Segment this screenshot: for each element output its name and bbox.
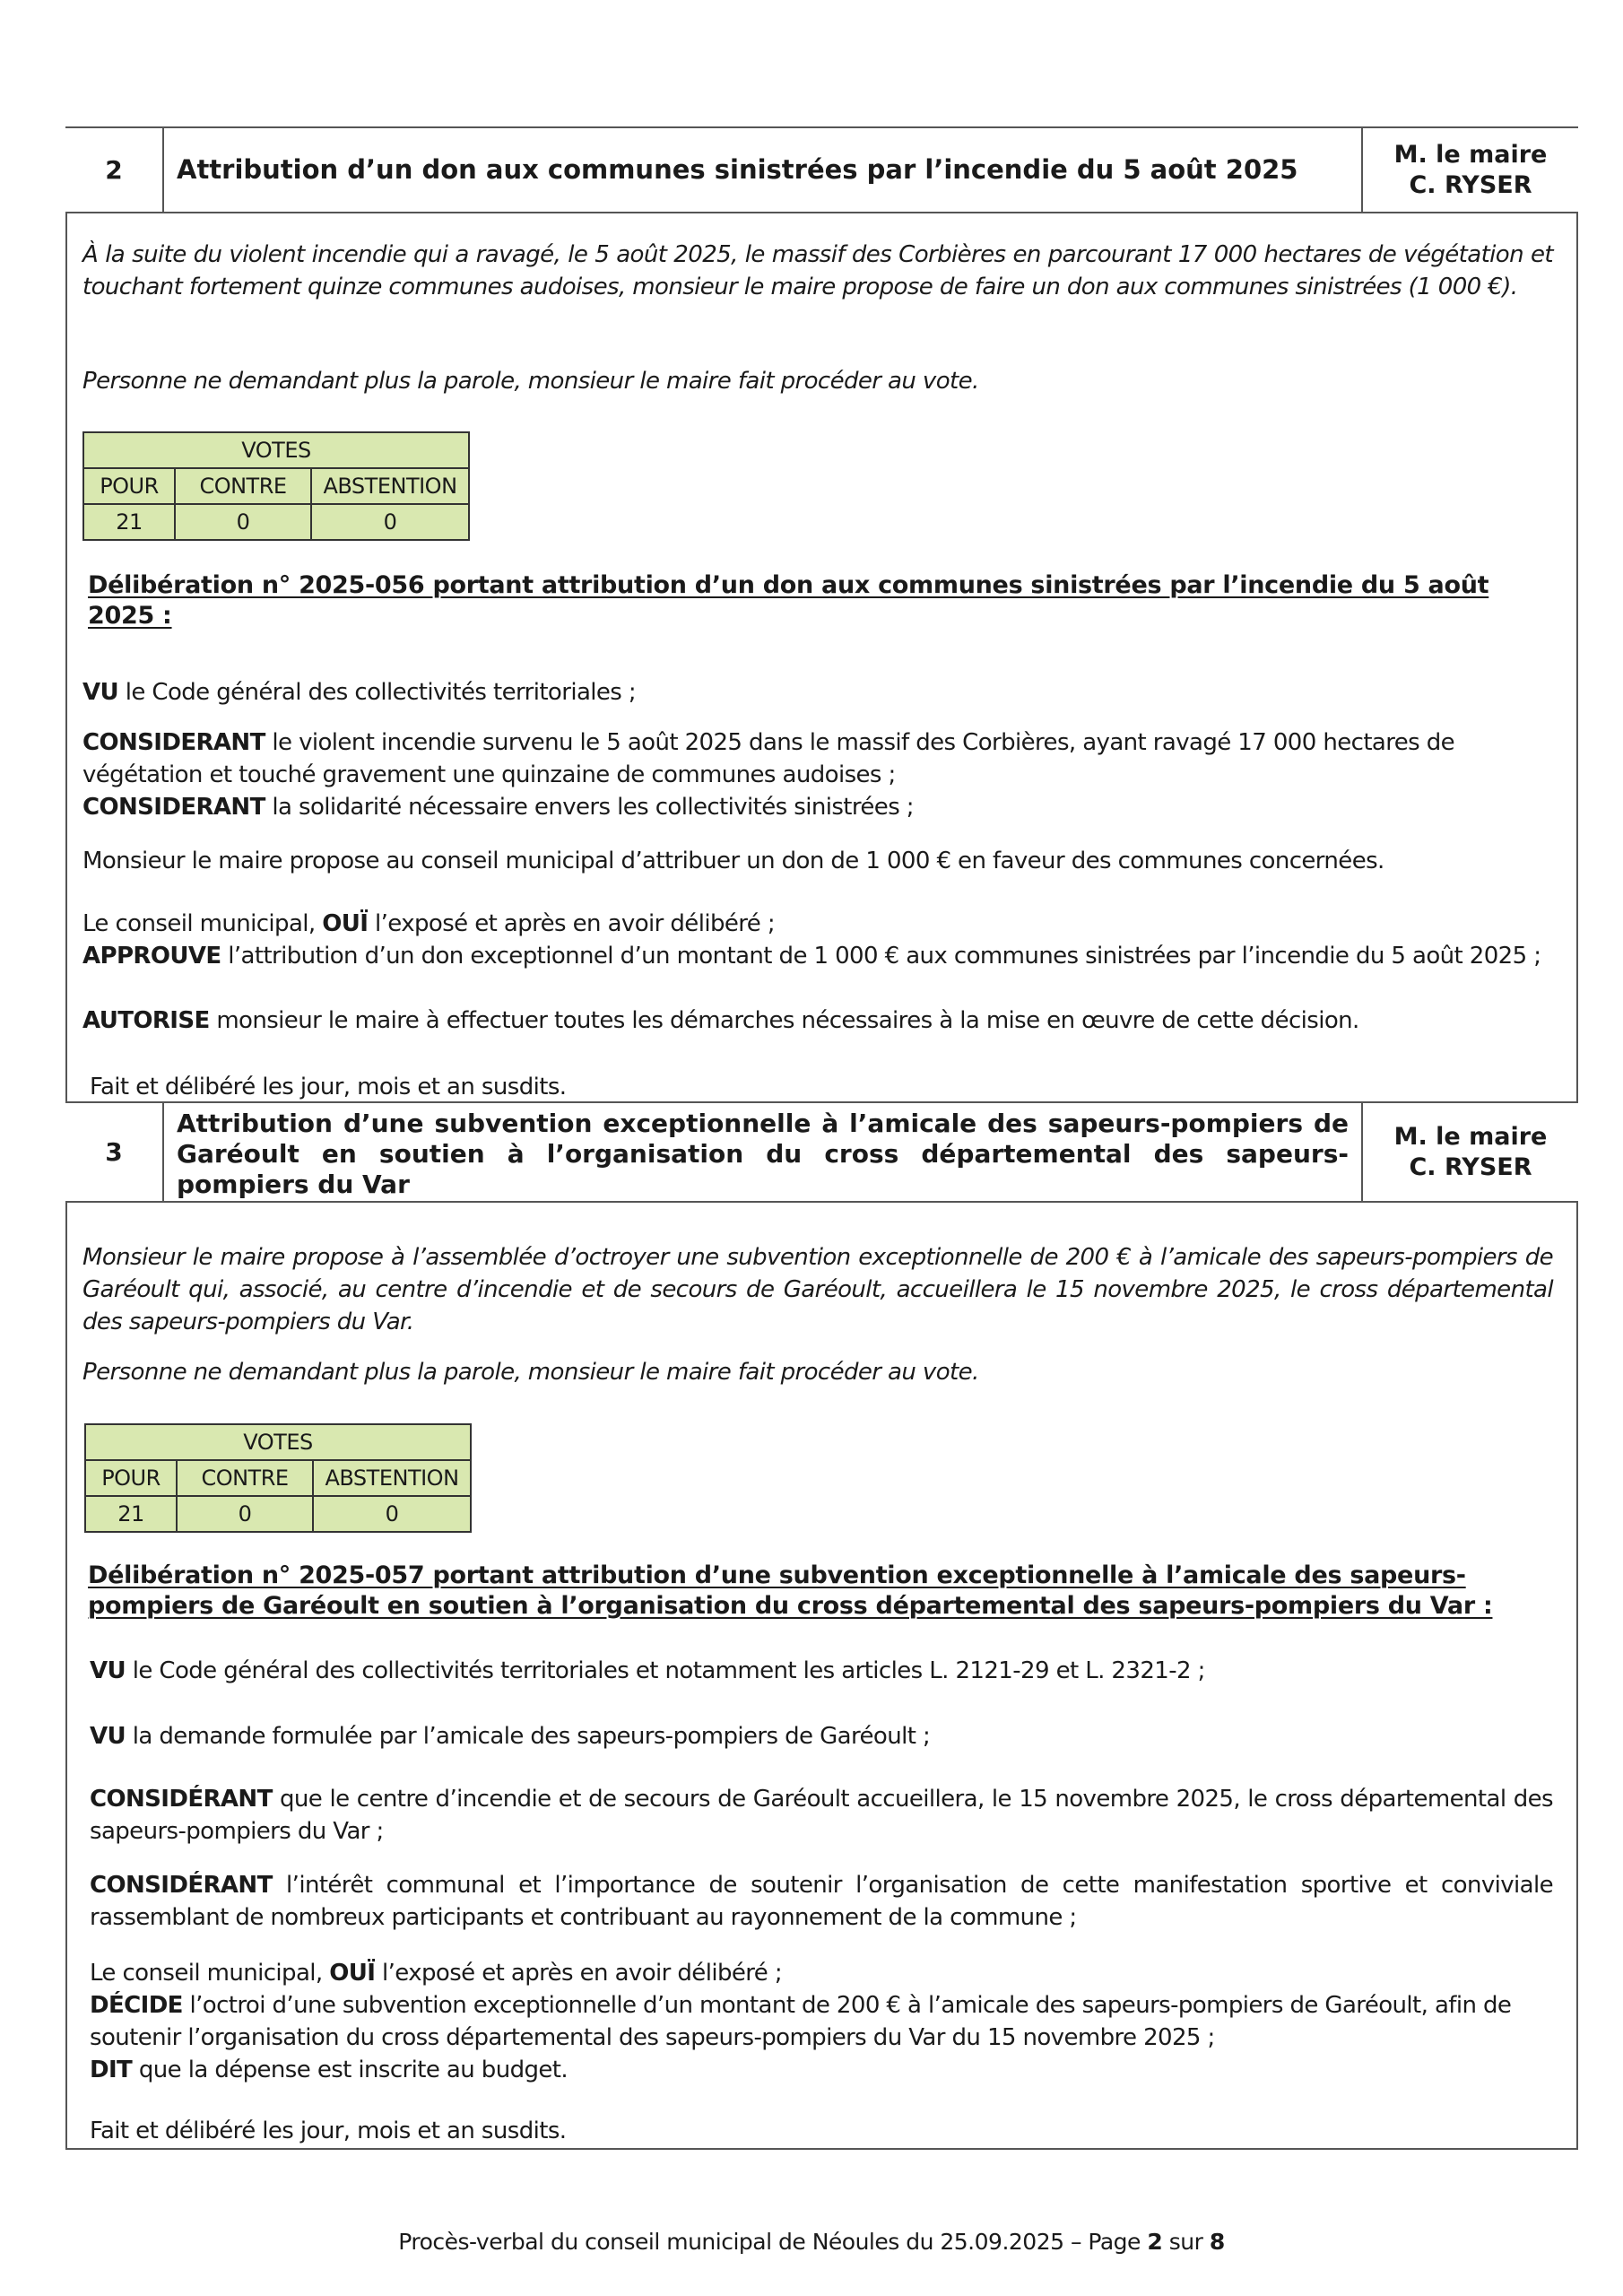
votes-table xyxy=(84,1423,472,1533)
decision xyxy=(82,1004,1553,1037)
closing-statement: Fait et délibéré les jour, mois et an susdits. xyxy=(90,2118,567,2144)
votes-col-pour: POUR xyxy=(83,468,175,504)
votes-col-abstention: ABSTENTION xyxy=(313,1460,471,1496)
rapporteur-name: C. RYSER xyxy=(1409,170,1532,199)
council-statement xyxy=(82,908,1553,940)
clause-keyword: CONSIDERANT xyxy=(82,794,265,821)
decision xyxy=(90,1989,1560,2054)
item-number: 2 xyxy=(65,128,164,212)
decision-text: l’octroi d’une subvention exceptionnelle d’un montant de 200 € à l’amicale des sapeurs-pompiers de Garéoult, afin de soutenir l’organisation du cross départemental des sapeurs-pompiers du Var du 15 novembre 2025 ; xyxy=(90,1992,1512,2051)
vote-call: Personne ne demandant plus la parole, monsieur le maire fait procéder au vote. xyxy=(82,1359,979,1386)
council-prefix: Le conseil municipal, xyxy=(90,1960,330,1987)
decision-text: monsieur le maire à effectuer toutes les démarches nécessaires à la mise en œuvre de cette décision. xyxy=(209,1007,1359,1034)
clause-text: que le centre d’incendie et de secours de Garéoult accueillera, le 15 novembre 2025, le cross départemental des sapeurs-pompiers du Var ; xyxy=(90,1786,1553,1845)
decision-text: l’attribution d’un don exceptionnel d’un montant de 1 000 € aux communes sinistrées par l’incendie du 5 août 2025 ; xyxy=(221,943,1541,970)
votes-abstention-value: 0 xyxy=(313,1496,471,1532)
council-keyword: OUÏ xyxy=(322,910,369,937)
page-number: 2 xyxy=(1147,2229,1163,2255)
page-total: 8 xyxy=(1209,2229,1225,2255)
clause-keyword: CONSIDÉRANT xyxy=(90,1786,273,1813)
council-prefix: Le conseil municipal, xyxy=(82,910,323,937)
council-keyword: OUÏ xyxy=(329,1960,376,1987)
clause xyxy=(82,791,1553,823)
clause xyxy=(90,1869,1553,1934)
item-number: 3 xyxy=(65,1103,164,1201)
decision-keyword: APPROUVE xyxy=(82,943,221,970)
rapporteur xyxy=(1361,128,1578,212)
clause-text: l’intérêt communal et l’importance de soutenir l’organisation de cette manifestation sportive et conviviale rassemblant de nombreux participants et contribuant au rayonnement de la commune ; xyxy=(90,1872,1553,1931)
proposal-text: Monsieur le maire propose au conseil municipal d’attribuer un don de 1 000 € en faveur des communes concernées. xyxy=(82,848,1384,874)
council-statement xyxy=(90,1957,1560,1989)
votes-col-contre: CONTRE xyxy=(175,468,311,504)
vote-call: Personne ne demandant plus la parole, monsieur le maire fait procéder au vote. xyxy=(82,368,979,395)
agenda-item-header-2 xyxy=(65,126,1578,213)
clause-text: le Code général des collectivités territoriales ; xyxy=(118,679,637,706)
footer-sep: sur xyxy=(1162,2229,1210,2255)
clause xyxy=(90,1655,1560,1687)
deliberation-title: Délibération n° 2025-056 portant attribution d’un don aux communes sinistrées par l’incendie du 5 août 2025 : xyxy=(88,571,1489,630)
item-title: Attribution d’un don aux communes sinistrées par l’incendie du 5 août 2025 xyxy=(177,154,1298,185)
votes-contre-value: 0 xyxy=(175,504,311,540)
clause-keyword: CONSIDÉRANT xyxy=(90,1872,273,1899)
clause-text: le violent incendie survenu le 5 août 2025 dans le massif des Corbières, ayant ravagé 17 000 hectares de végétation et touché gravement une quinzaine de communes audoises ; xyxy=(82,729,1455,788)
agenda-item-header-3 xyxy=(65,1101,1578,1203)
votes-contre-value: 0 xyxy=(177,1496,313,1532)
rapporteur xyxy=(1361,1103,1578,1201)
council-suffix: l’exposé et après en avoir délibéré ; xyxy=(368,910,775,937)
rapporteur-role: M. le maire xyxy=(1393,1122,1548,1151)
clause xyxy=(82,726,1553,791)
clause-keyword: VU xyxy=(90,1657,126,1684)
decision xyxy=(90,2054,1560,2086)
votes-header: VOTES xyxy=(83,432,469,468)
votes-header: VOTES xyxy=(85,1424,471,1460)
clause-text: la demande formulée par l’amicale des sapeurs-pompiers de Garéoult ; xyxy=(126,1723,931,1750)
clause xyxy=(90,1720,1560,1752)
page-footer xyxy=(0,2229,1623,2255)
clause-keyword: VU xyxy=(90,1723,126,1750)
clause-keyword: VU xyxy=(82,679,119,706)
clause-text: la solidarité nécessaire envers les collectivités sinistrées ; xyxy=(265,794,914,821)
council-suffix: l’exposé et après en avoir délibéré ; xyxy=(375,1960,782,1987)
rapporteur-name: C. RYSER xyxy=(1409,1152,1532,1181)
closing-statement: Fait et délibéré les jour, mois et an susdits. xyxy=(90,1074,567,1100)
votes-col-pour: POUR xyxy=(85,1460,177,1496)
decision-keyword: DIT xyxy=(90,2057,133,2083)
votes-table xyxy=(82,431,470,541)
decision-text: que la dépense est inscrite au budget. xyxy=(132,2057,568,2083)
item-intro: À la suite du violent incendie qui a ravagé, le 5 août 2025, le massif des Corbières en parcourant 17 000 hectares de végétation et touchant fortement quinze communes audoises, monsieur le maire propose de faire un don aux communes sinistrées (1 000 €). xyxy=(82,241,1553,300)
votes-col-contre: CONTRE xyxy=(177,1460,313,1496)
item-intro: Monsieur le maire propose à l’assemblée d’octroyer une subvention exceptionnelle de 200 € à l’amicale des sapeurs-pompiers de Garéoult qui, associé, au centre d’incendie et de secours de Garéoult, accueillera le 15 novembre 2025, le cross départemental des sapeurs-pompiers du Var. xyxy=(82,1244,1553,1335)
clause-keyword: CONSIDERANT xyxy=(82,729,265,756)
footer-text: Procès-verbal du conseil municipal de Néoules du 25.09.2025 – Page xyxy=(398,2229,1148,2255)
votes-abstention-value: 0 xyxy=(311,504,469,540)
votes-col-abstention: ABSTENTION xyxy=(311,468,469,504)
clause-text: le Code général des collectivités territoriales et notamment les articles L. 2121-29 et L. 2321-2 ; xyxy=(126,1657,1205,1684)
clause xyxy=(82,676,1553,709)
item-title: Attribution d’une subvention exceptionnelle à l’amicale des sapeurs-pompiers de Garéoult en soutien à l’organisation du cross départemental des sapeurs-pompiers du Var xyxy=(177,1109,1349,1199)
votes-pour-value: 21 xyxy=(83,504,175,540)
votes-pour-value: 21 xyxy=(85,1496,177,1532)
rapporteur-role: M. le maire xyxy=(1393,140,1548,169)
deliberation-title: Délibération n° 2025-057 portant attribution d’une subvention exceptionnelle à l’amicale des sapeurs-pompiers de Garéoult en soutien à l’organisation du cross départemental des sapeurs-pompiers du Var : xyxy=(88,1561,1493,1620)
decision xyxy=(82,940,1553,972)
clause xyxy=(90,1783,1553,1848)
decision-keyword: DÉCIDE xyxy=(90,1992,183,2019)
decision-keyword: AUTORISE xyxy=(82,1007,210,1034)
